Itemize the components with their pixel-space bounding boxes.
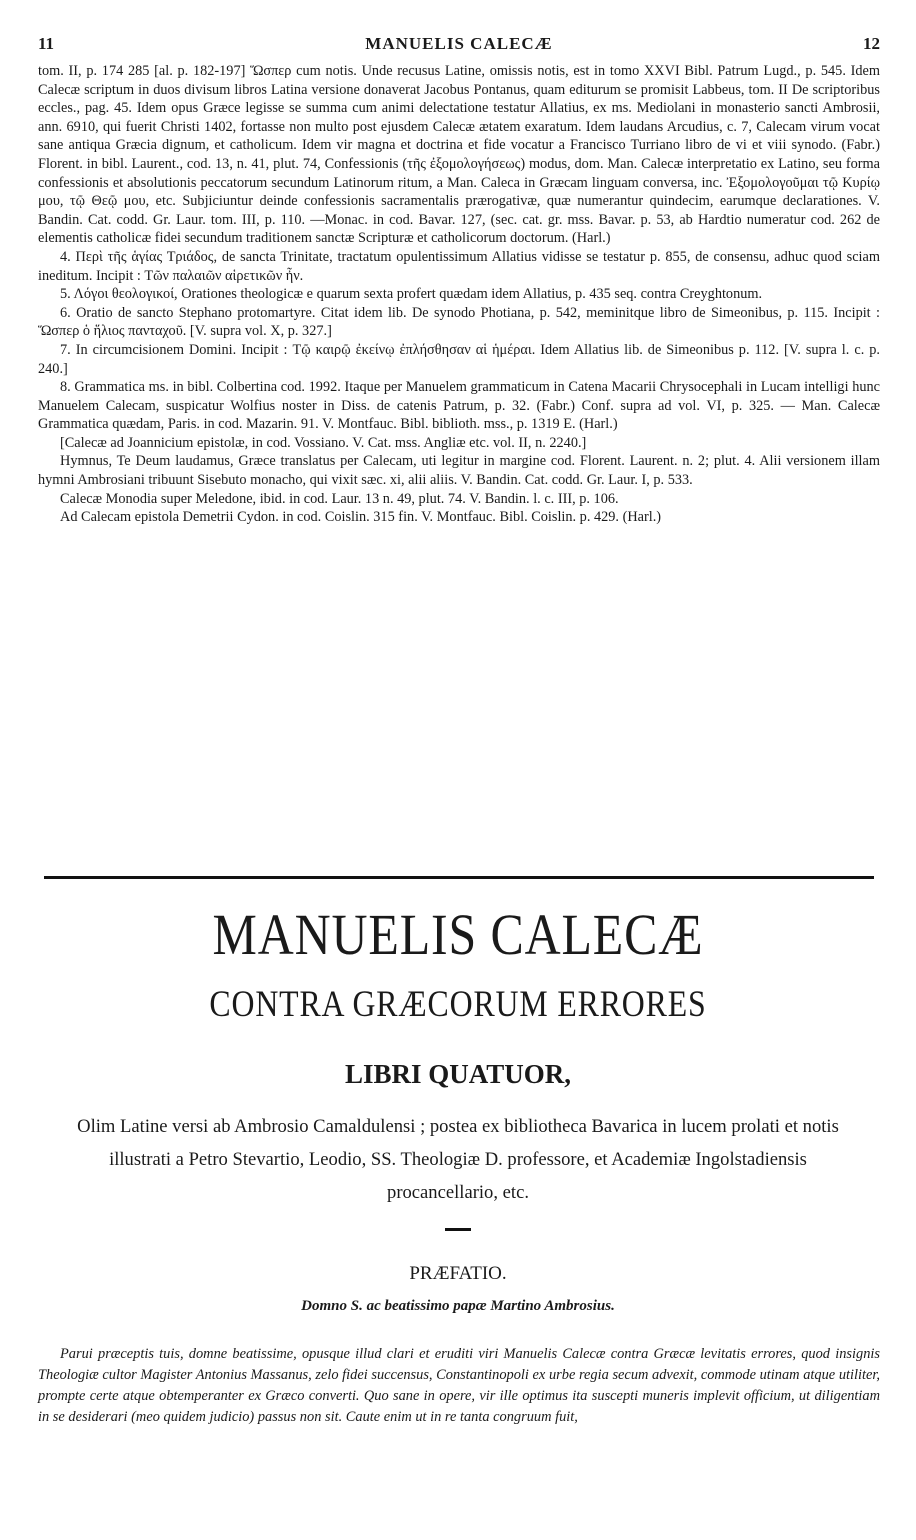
note-paragraph: 5. Λόγοι θεολογικοί, Orationes theologicæ e quarum sexta profert quædam idem Allatius, p. 435 seq. contra Creyghtonum.: [60, 286, 763, 303]
note-paragraph: 4. Περὶ τῆς ἁγίας Τριάδος, de sancta Trinitate, tractatum opulentissimum Allatius vidisse se testatur p. 855, de consensu, adhuc quod sciam ineditum. Incipit : Τῶν παλαιῶν αἱρετικῶν ἦν.: [38, 248, 880, 284]
short-divider: [445, 1228, 471, 1231]
work-description: Olim Latine versi ab Ambrosio Camaldulensi ; postea ex bibliotheca Bavarica in lucem prolati et notis illustrati a Petro Stevartio, Leodio, SS. Theologiæ D. professore, et Academiæ Ingolstadiensis procancellario, etc.: [77, 1116, 839, 1203]
note-paragraph: 7. In circumcisionem Domini. Incipit : Τῷ καιρῷ ἐκείνῳ ἐπλήσθησαν αἱ ἡμέραι. Idem Allatius lib. de Simeonibus p. 112. [V. supra l. c. p. 240.]: [38, 341, 880, 377]
note-paragraph: Hymnus, Te Deum laudamus, Græce translatus per Calecam, uti legitur in margine cod. Florent. Laurent. n. 2; plut. 4. Alii versionem illam hymni Ambrosiani tribuunt Sisebuto monacho, qui vixit sæc. xi, alii aliis. V. Bandin. Cat. codd. Gr. Laur. I, p. 533.: [38, 453, 880, 489]
preface-body: [38, 1344, 880, 1428]
note-paragraph: Ad Calecam epistola Demetrii Cydon. in cod. Coislin. 315 fin. V. Montfauc. Bibl. Coislin. p. 429. (Harl.): [60, 509, 662, 526]
running-title: MANUELIS CALECÆ: [365, 34, 553, 53]
column-number-right: 12: [863, 34, 880, 53]
section-divider: [44, 876, 874, 879]
note-paragraph: 6. Oratio de sancto Stephano protomartyre. Citat idem lib. De synodo Photiana, p. 542, meminitque libro de Simeonibus, p. 115. Incipit : Ὥσπερ ὁ ἥλιος πανταχοῦ. [V. supra vol. X, p. 327.]: [38, 304, 880, 340]
note-paragraph: [Calecæ ad Joannicium epistolæ, in cod. Vossiano. V. Cat. mss. Angliæ etc. vol. II, n. 2240.]: [60, 434, 587, 451]
work-books-line: LIBRI QUATUOR,: [344, 1059, 572, 1089]
preface-heading: PRÆFATIO.: [409, 1263, 507, 1284]
note-paragraph: tom. II, p. 174 285 [al. p. 182-197] Ὥσπερ cum notis. Unde recusus Latine, omissis notis, est in tomo XXVI Bibl. Patrum Lugd., p. 545. Idem Calecæ scriptum in duos divisum libros Latina versione donaverat Jacobus Pontanus, quam editurum se promisit Labbeus, tom. II De scriptoribus eccles., pag. 45. Idem opus Græce legisse se summa cum animi delectatione testatur Allatius, ex ms. Mediolani in monasterio sancti Ambrosii, ann. 6910, qui fuerit Christi 1402, fortasse non multo post ejusdem Calecæ ætatem exaratum. Idem laudans Arcudius, c. 7, Calecam virum vocat sane antiqua Græcia dignum, et catholicum. Idem vir magna et doctrina et fide vocatur a Francisco Turriano libro de vi et viii synodo. (Fabr.) Florent. in bibl. Laurent., cod. 13, n. 41, plut. 74, Confessionis (τῆς ἐξομολογήσεως) modus, dom. Man. Calecæ interpretatio ex Latino, seu forma confessionis et absolutionis peccatorum secundum Latinorum ritum, a Man. Caleca in Græcam linguam conversa, inc. Ἐξομολογοῦμαι τῷ Κυρίῳ μου, τῷ Θεῷ μου, etc. Subjiciuntur deinde confessionis sacramentalis prærogativæ, quæ numerantur quindecim, earumque declarationes. V. Bandin. Cat. codd. Gr. Laur. tom. III, p. 110. —Monac. in cod. Bavar. 127, (sec. cat. gr. mss. Bavar. p. 53, ab Hardtio numeratur cod. 262 de elementis catholicæ fidei secundum traditionem sanctæ Scripturæ et catholicorum doctorum. (Harl.): [38, 63, 880, 247]
preface-paragraph: Parui præceptis tuis, domne beatissime, opusque illud clari et eruditi viri Manuelis Calecæ contra Græcæ levitatis errores, quod insignis Theologiæ cultor Magister Antonius Massanus, zelo fidei succensus, Constantinopoli ex urbe regia secum advexit, commode utinam atque utiliter, prompte certe atque obtemperanter ex Græco converti. Quo sane in opere, vir ille optimus ita suscepti muneris implevit officium, ut diligentiam in se desiderari (meo quidem judicio) passus non sit. Caute enim ut in re tanta congruum fuit,: [38, 1346, 880, 1425]
note-paragraph: 8. Grammatica ms. in bibl. Colbertina cod. 1992. Itaque per Manuelem grammaticum in Catena Macarii Chrysocephali in Lucam intelligi hunc Manuelem Calecam, suspicatur Wolfius noster in Diss. de catenis Patrum, p. 32. (Fabr.) Conf. supra ad vol. VI, p. 325. — Man. Calecæ Grammatica quædam, Paris. in cod. Mazarin. 91. V. Montfauc. Bibl. biblioth. mss., p. 1319 E. (Harl.): [38, 379, 880, 433]
note-paragraph: Calecæ Monodia super Meledone, ibid. in cod. Laur. 13 n. 49, plut. 74. V. Bandin. l. c. III, p. 106.: [60, 490, 619, 507]
running-head: [38, 34, 880, 56]
work-subtitle: CONTRA GRÆCORUM ERRORES: [209, 984, 707, 1025]
preface-dedication: Domno S. ac beatissimo papæ Martino Ambrosius.: [301, 1298, 615, 1314]
work-title: MANUELIS CALECÆ: [212, 902, 704, 967]
bibliographic-notes: [38, 62, 880, 527]
column-number-left: 11: [38, 34, 55, 53]
